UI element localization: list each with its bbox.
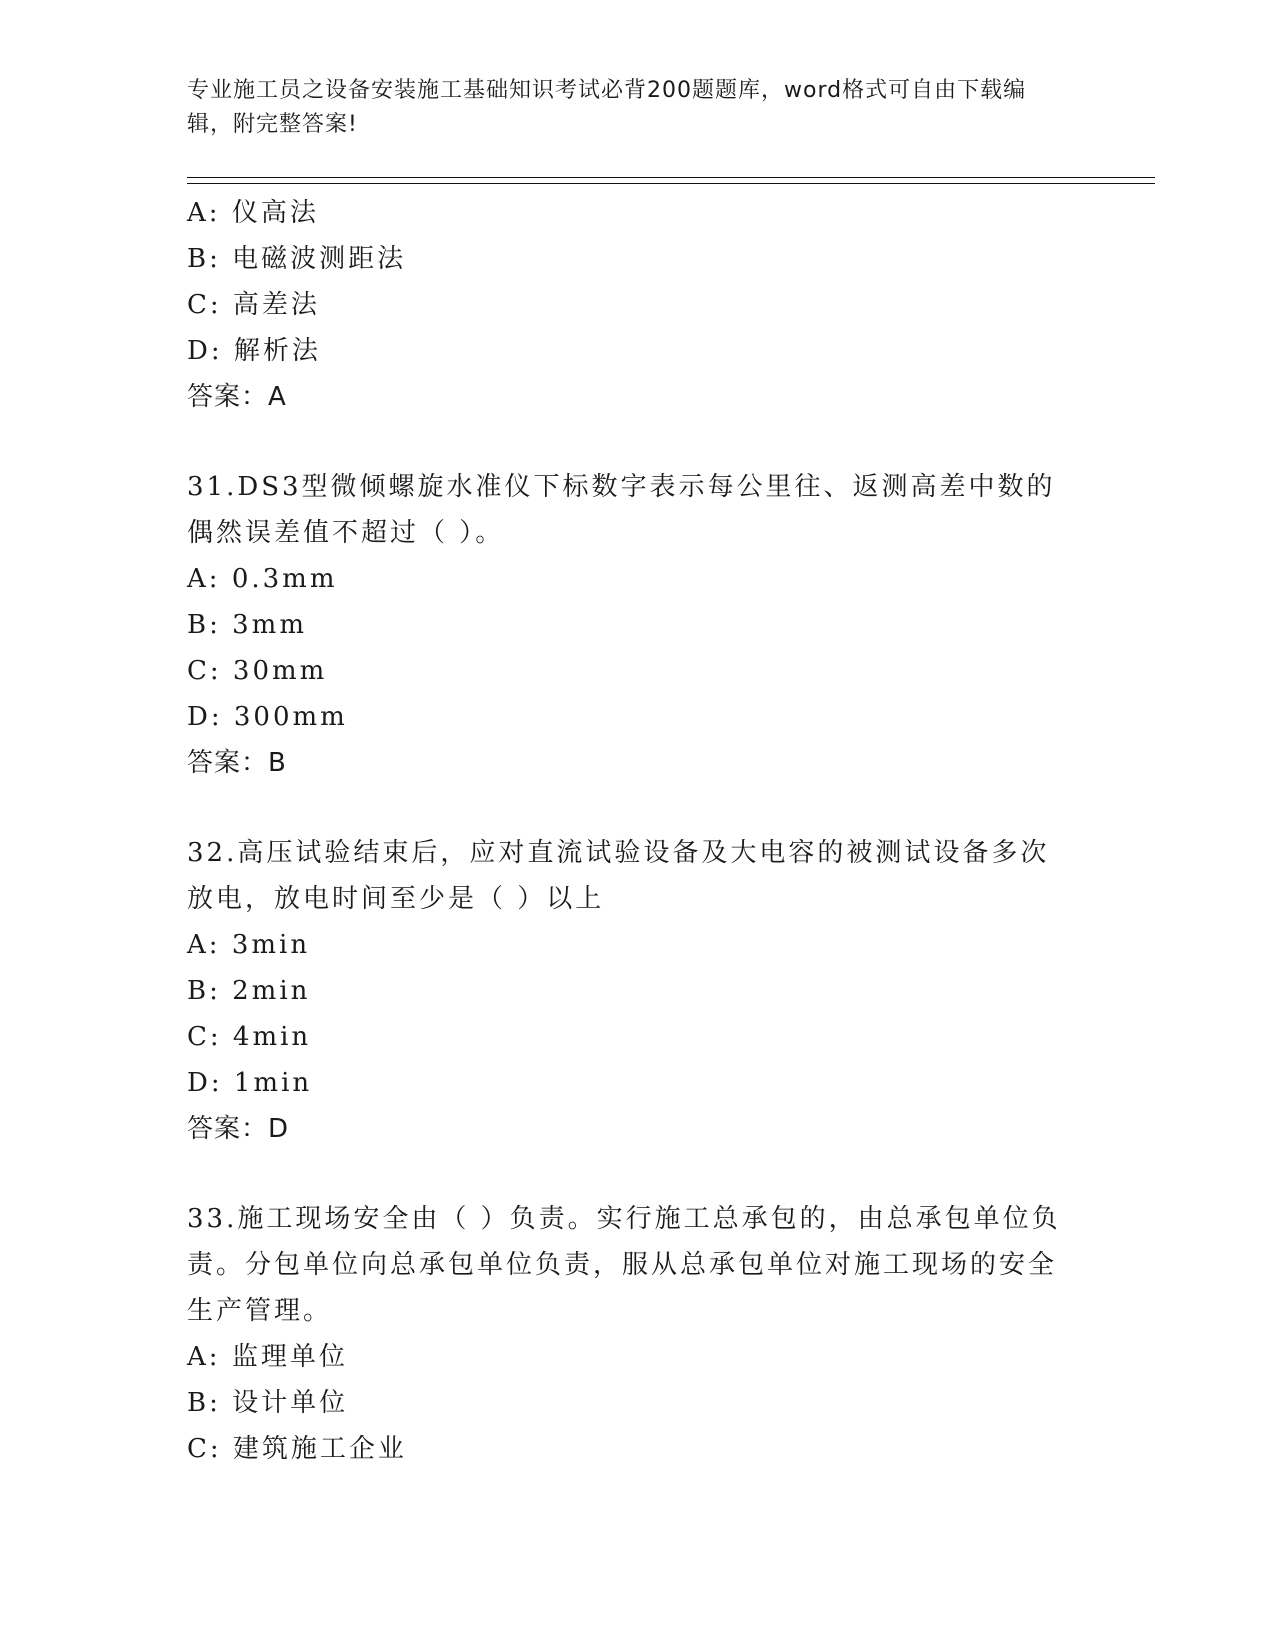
question-33 bbox=[187, 1196, 1087, 1472]
question-32 bbox=[187, 830, 1087, 1152]
option-a: A: 仪高法 bbox=[187, 198, 319, 228]
option-a: A: 3min bbox=[187, 930, 311, 960]
answer-line: 答案：D bbox=[187, 1114, 290, 1144]
document-title: 专业施工员之设备安装施工基础知识考试必背200题题库，word格式可自由下载编辑，附完整答案! bbox=[187, 78, 1027, 137]
question-content bbox=[187, 190, 1087, 1472]
option-b: B: 设计单位 bbox=[187, 1388, 349, 1418]
option-b: B: 2min bbox=[187, 976, 311, 1006]
prev-question-block bbox=[187, 190, 1087, 420]
answer-line: 答案：B bbox=[187, 748, 287, 778]
option-d: D: 300mm bbox=[187, 702, 348, 732]
question-stem: 31.DS3型微倾螺旋水准仪下标数字表示每公里往、返测高差中数的偶然误差值不超过（ ）。 bbox=[187, 472, 1056, 548]
question-stem: 32.高压试验结束后，应对直流试验设备及大电容的被测试设备多次放电，放电时间至少是（ ）以上 bbox=[187, 838, 1050, 914]
option-c: C: 建筑施工企业 bbox=[187, 1434, 407, 1464]
question-31 bbox=[187, 464, 1087, 786]
option-d: D: 解析法 bbox=[187, 336, 321, 366]
option-c: C: 高差法 bbox=[187, 290, 320, 320]
option-b: B: 3mm bbox=[187, 610, 307, 640]
answer-line: 答案：A bbox=[187, 382, 287, 412]
option-c: C: 4min bbox=[187, 1022, 312, 1052]
header-double-rule bbox=[187, 177, 1155, 184]
option-b: B: 电磁波测距法 bbox=[187, 244, 407, 274]
question-stem: 33.施工现场安全由（ ）负责。实行施工总承包的，由总承包单位负责。分包单位向总承包单位负责，服从总承包单位对施工现场的安全生产管理。 bbox=[187, 1204, 1061, 1326]
option-a: A: 0.3mm bbox=[187, 564, 338, 594]
option-d: D: 1min bbox=[187, 1068, 313, 1098]
page-header bbox=[187, 74, 1067, 142]
option-c: C: 30mm bbox=[187, 656, 328, 686]
option-a: A: 监理单位 bbox=[187, 1342, 348, 1372]
